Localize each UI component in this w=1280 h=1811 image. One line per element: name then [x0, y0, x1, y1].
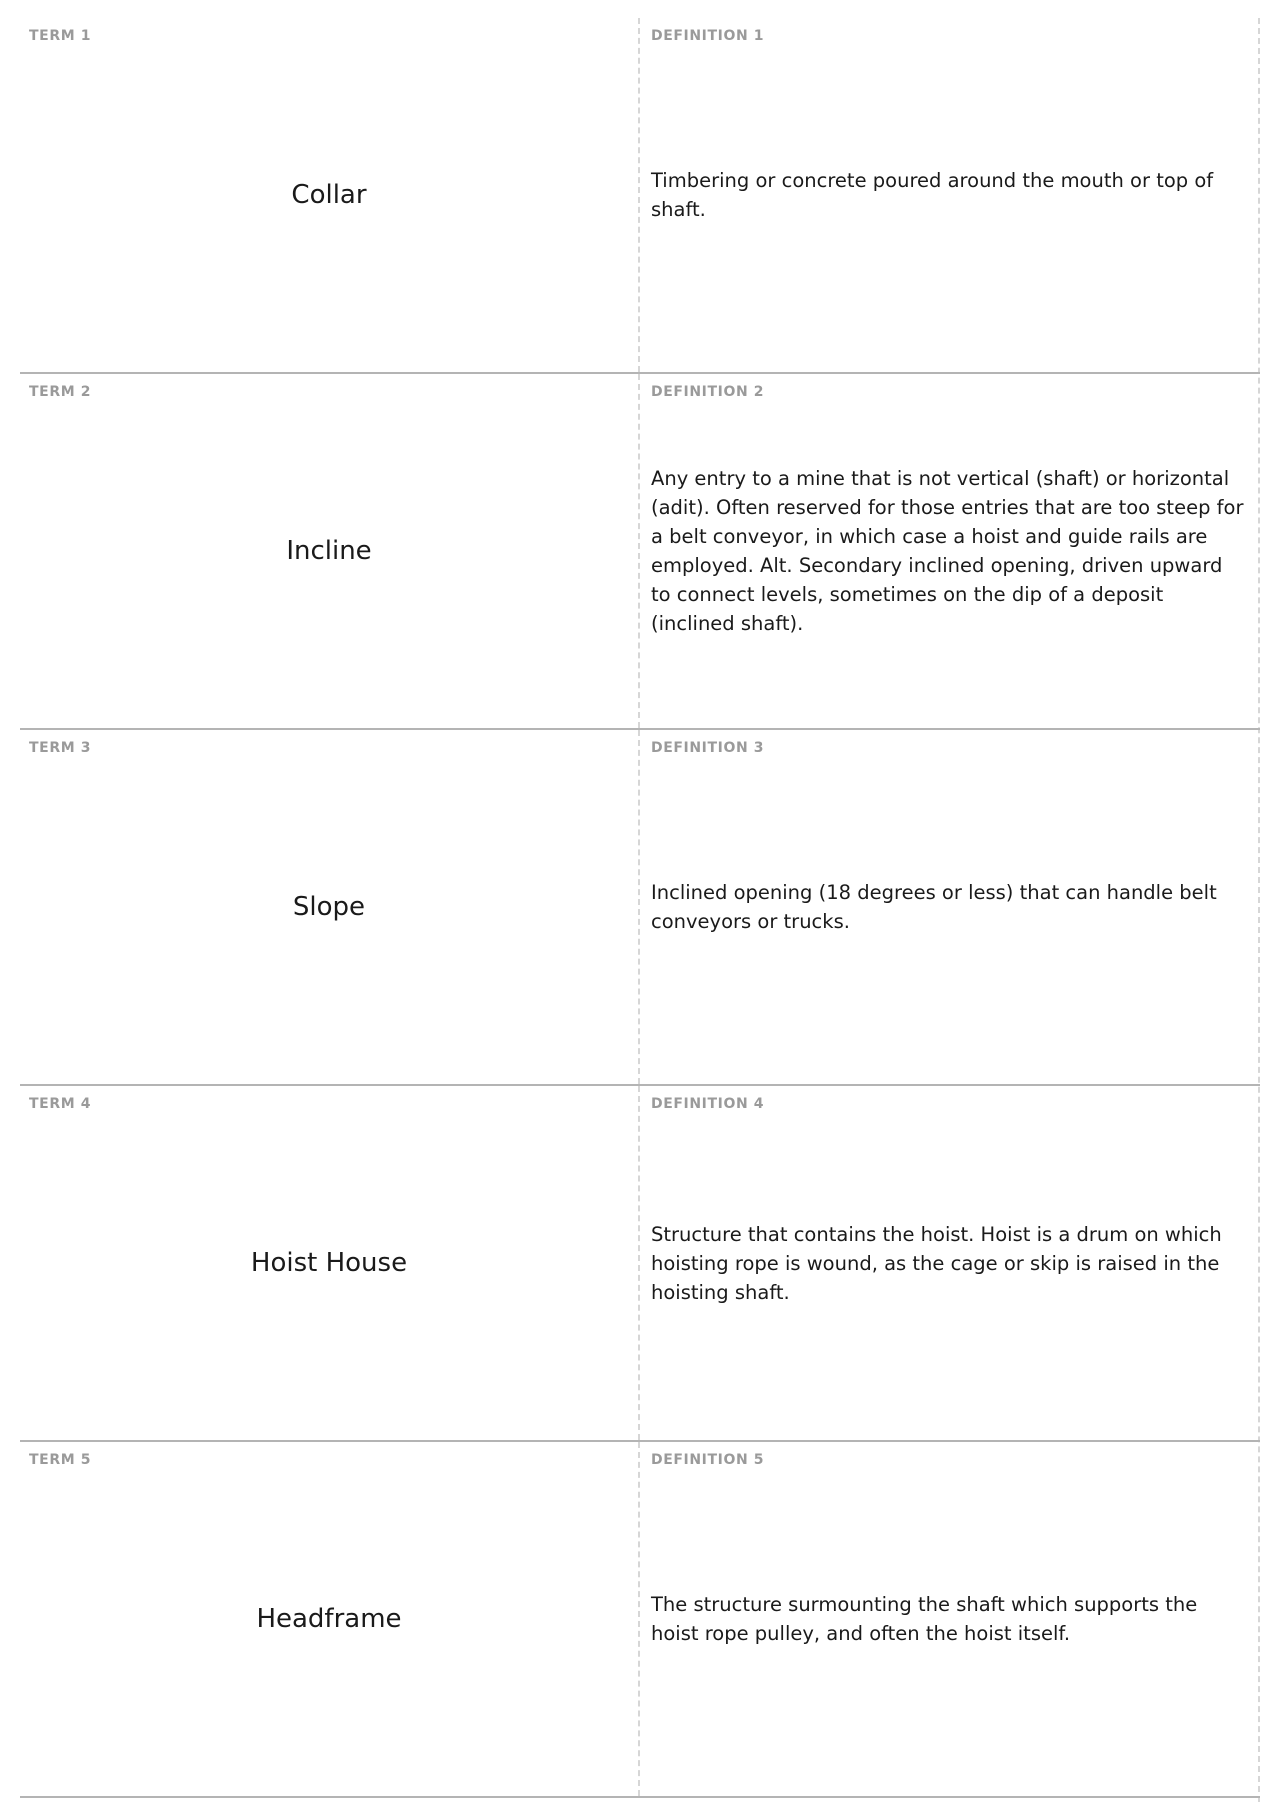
definition-label: DEFINITION 1 [651, 28, 765, 44]
definition-label: DEFINITION 4 [651, 1096, 765, 1112]
term-cell [20, 730, 640, 1084]
term-cell [20, 18, 640, 372]
flashcard-sheet [20, 18, 1260, 1802]
flashcard-row-3 [20, 730, 1260, 1086]
definition-text: Inclined opening (18 degrees or less) that can handle belt conveyors or trucks. [651, 881, 1217, 933]
definition-text: Structure that contains the hoist. Hoist is a drum on which hoisting rope is wound, as the cage or skip is raised in the hoisting shaft. [651, 1222, 1222, 1304]
term-cell [20, 374, 640, 728]
term-cell [20, 1086, 640, 1440]
term-text: Headframe [256, 1604, 402, 1634]
definition-cell [640, 730, 1258, 1084]
term-label: TERM 4 [29, 1096, 92, 1112]
term-label: TERM 3 [29, 740, 92, 756]
term-cell [20, 1442, 640, 1796]
definition-text: The structure surmounting the shaft which supports the hoist rope pulley, and often the hoist itself. [651, 1593, 1198, 1645]
definition-text: Timbering or concrete poured around the mouth or top of shaft. [651, 169, 1214, 221]
term-text: Collar [291, 180, 367, 210]
term-label: TERM 2 [29, 384, 92, 400]
term-text: Incline [286, 536, 372, 566]
definition-label: DEFINITION 2 [651, 384, 765, 400]
definition-label: DEFINITION 5 [651, 1452, 765, 1468]
term-text: Slope [292, 892, 366, 922]
definition-label: DEFINITION 3 [651, 740, 765, 756]
term-text: Hoist House [250, 1248, 408, 1278]
definition-text: Any entry to a mine that is not vertical (shaft) or horizontal (adit). Often reserved for those entries that are too steep for a belt conveyor, in which case a hoist and guide rails are employed. Alt. Secondary inclined opening, driven upward to connect levels, sometimes on the dip of a deposit (inclined shaft). [651, 467, 1244, 635]
term-label: TERM 1 [29, 28, 92, 44]
definition-cell [640, 374, 1258, 728]
definition-cell [640, 1086, 1258, 1440]
flashcard-row-2 [20, 374, 1260, 730]
term-label: TERM 5 [29, 1452, 92, 1468]
definition-cell [640, 18, 1258, 372]
flashcard-row-1 [20, 18, 1260, 374]
flashcard-row-5 [20, 1442, 1260, 1798]
flashcard-row-4 [20, 1086, 1260, 1442]
definition-cell [640, 1442, 1258, 1796]
